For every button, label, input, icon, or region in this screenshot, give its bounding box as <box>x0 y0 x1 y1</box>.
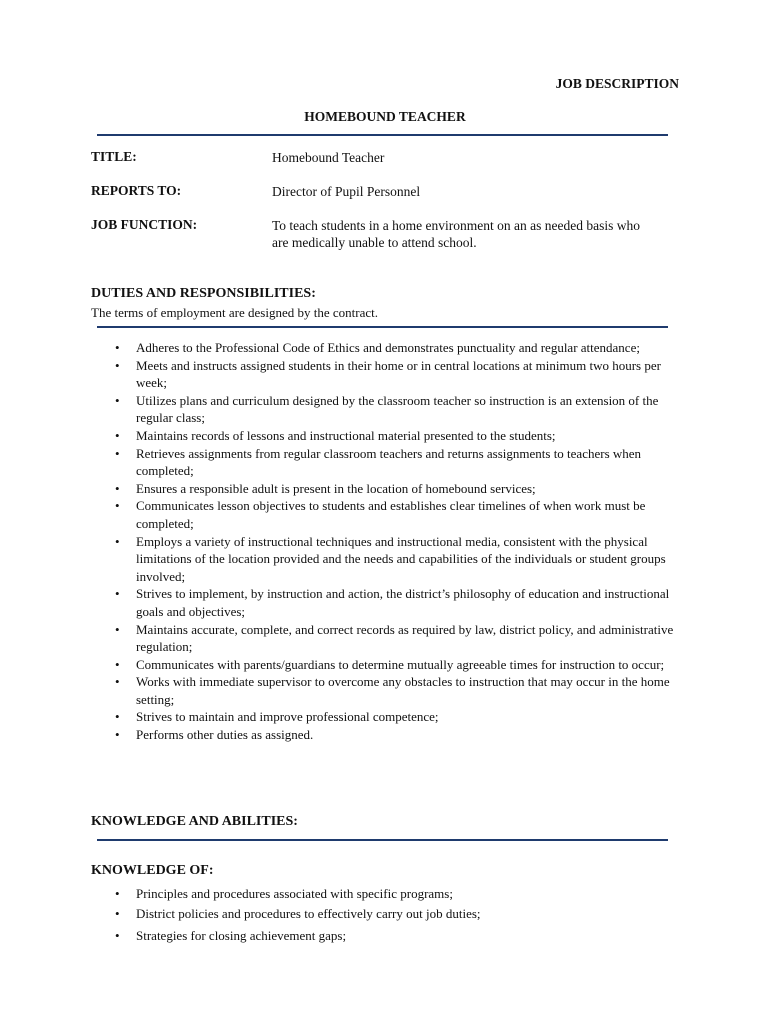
list-item <box>91 445 691 480</box>
knowledge-abilities-rule <box>97 839 668 841</box>
list-item <box>91 585 691 620</box>
knowledge-of-heading: KNOWLEDGE OF: <box>91 863 214 878</box>
list-item <box>91 904 691 924</box>
list-item-text: Performs other duties as assigned. <box>136 727 314 743</box>
list-item-text: Meets and instructs assigned students in their home or in central locations at minimum two hours per week; <box>136 357 661 391</box>
duties-list <box>91 339 691 744</box>
list-item <box>91 392 691 427</box>
field-job-function-key: JOB FUNCTION: <box>91 217 198 232</box>
bullet-icon: • <box>115 586 120 602</box>
document-title: HOMEBOUND TEACHER <box>304 109 466 124</box>
list-item <box>91 926 691 946</box>
bullet-icon: • <box>115 928 120 943</box>
title-rule <box>97 134 668 136</box>
list-item <box>91 673 691 708</box>
list-item <box>91 427 691 445</box>
field-job-function-value: To teach students in a home environment on an as needed basis who are medically unable to attend school. <box>272 218 640 250</box>
knowledge-of-list <box>91 884 691 946</box>
field-reports-to-value: Director of Pupil Personnel <box>272 184 421 199</box>
list-item-text: Maintains records of lessons and instructional material presented to the students; <box>136 427 556 443</box>
bullet-icon: • <box>115 727 120 743</box>
bullet-icon: • <box>115 357 120 373</box>
bullet-icon: • <box>115 674 120 690</box>
field-title-key: TITLE: <box>91 149 137 164</box>
list-item-text: Communicates lesson objectives to students and establishes clear timelines of when work must be completed; <box>136 498 646 531</box>
list-item <box>91 357 691 392</box>
list-item <box>91 533 691 586</box>
bullet-icon: • <box>115 709 120 725</box>
bullet-icon: • <box>115 340 120 355</box>
bullet-icon: • <box>115 445 120 461</box>
bullet-icon: • <box>115 498 120 514</box>
list-item-text: Maintains accurate, complete, and correct records as required by law, district policy, and administrative regulation; <box>136 621 674 655</box>
document-label: JOB DESCRIPTION <box>555 76 679 91</box>
duties-intro: The terms of employment are designed by the contract. <box>91 305 378 320</box>
list-item <box>91 726 691 744</box>
bullet-icon: • <box>115 621 120 637</box>
field-title-value: Homebound Teacher <box>272 150 385 165</box>
list-item-text: Utilizes plans and curriculum designed by the classroom teacher so instruction is an extension of the regular class; <box>136 392 659 426</box>
bullet-icon: • <box>115 906 120 921</box>
list-item <box>91 884 691 904</box>
list-item <box>91 656 691 674</box>
bullet-icon: • <box>115 656 120 672</box>
bullet-icon: • <box>115 886 120 901</box>
bullet-icon: • <box>115 427 120 443</box>
list-item <box>91 497 691 532</box>
list-item-text: District policies and procedures to effectively carry out job duties; <box>136 906 481 921</box>
bullet-icon: • <box>115 392 120 408</box>
bullet-icon: • <box>115 480 120 496</box>
list-item-text: Employs a variety of instructional techniques and instructional media, consistent with the physical limitations of the location provided and the needs and capabilities of the individuals or student groups involved; <box>136 533 666 584</box>
list-item-text: Communicates with parents/guardians to determine mutually agreeable times for instruction to occur; <box>136 656 665 672</box>
field-reports-to-key: REPORTS TO: <box>91 183 182 198</box>
duties-heading: DUTIES AND RESPONSIBILITIES: <box>91 286 316 301</box>
list-item-text: Strategies for closing achievement gaps; <box>136 928 347 943</box>
list-item-text: Principles and procedures associated with specific programs; <box>136 886 453 901</box>
duties-rule <box>97 326 668 328</box>
list-item <box>91 480 691 498</box>
knowledge-abilities-heading: KNOWLEDGE AND ABILITIES: <box>91 814 298 829</box>
list-item-text: Strives to maintain and improve professional competence; <box>136 709 439 725</box>
list-item-text: Strives to implement, by instruction and action, the district’s philosophy of education and instructional goals and objectives; <box>136 586 670 619</box>
list-item-text: Retrieves assignments from regular classroom teachers and returns assignments to teachers when completed; <box>136 445 642 479</box>
bullet-icon: • <box>115 533 120 549</box>
list-item <box>91 339 691 357</box>
list-item-text: Adheres to the Professional Code of Ethics and demonstrates punctuality and regular attendance; <box>136 340 640 355</box>
list-item <box>91 708 691 726</box>
list-item <box>91 621 691 656</box>
list-item-text: Ensures a responsible adult is present in the location of homebound services; <box>136 480 536 496</box>
list-item-text: Works with immediate supervisor to overcome any obstacles to instruction that may occur in the home setting; <box>136 674 670 707</box>
